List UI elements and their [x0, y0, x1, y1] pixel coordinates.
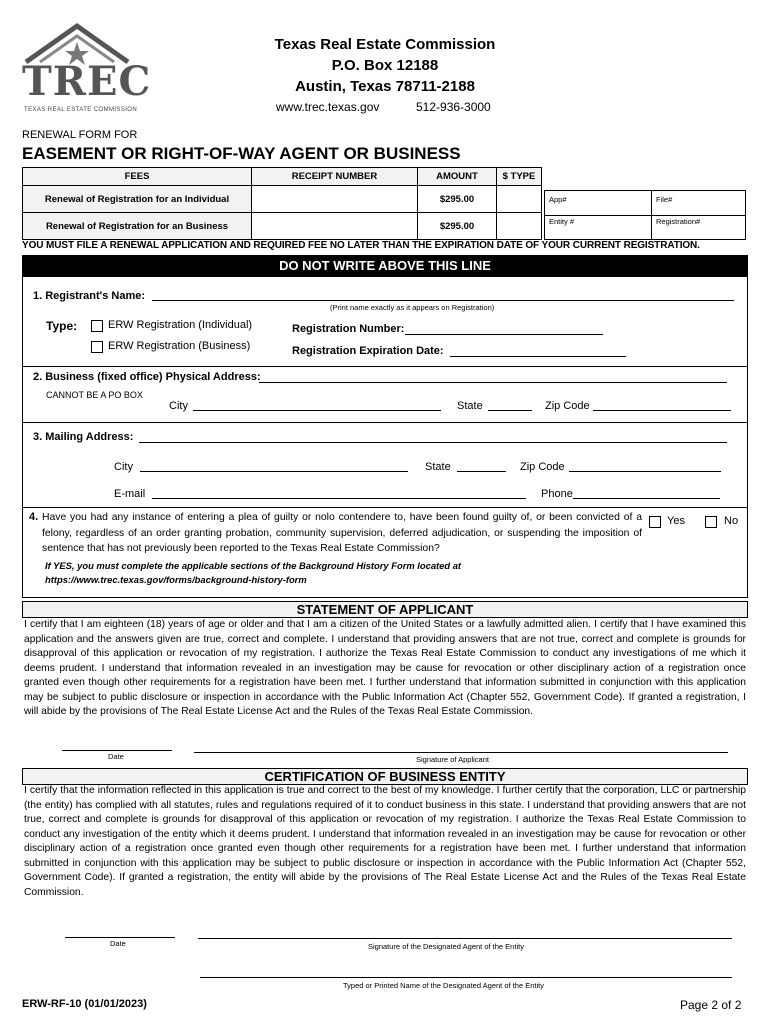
registration-number-label: Registration# — [656, 217, 701, 226]
po-box-note: CANNOT BE A PO BOX — [46, 390, 143, 400]
erw-business-checkbox[interactable] — [91, 341, 103, 353]
physical-city-input[interactable] — [193, 410, 441, 411]
amount-header: AMOUNT — [418, 168, 497, 186]
city-line: Austin, Texas 78711-2188 — [295, 78, 475, 95]
form-title: EASEMENT OR RIGHT-OF-WAY AGENT OR BUSINESS — [22, 144, 461, 163]
type-header: $ TYPE — [497, 168, 542, 186]
registrant-name-hint: (Print name exactly as it appears on Registration) — [330, 303, 495, 312]
physical-zip-label: Zip Code — [545, 400, 590, 412]
mailing-city-label: City — [114, 461, 133, 473]
po-box: P.O. Box 12188 — [331, 57, 439, 74]
entity-number-label: Entity # — [549, 217, 575, 226]
background-yes-checkbox[interactable] — [649, 516, 661, 528]
applicant-signature-input[interactable] — [194, 752, 728, 753]
physical-zip-input[interactable] — [593, 410, 731, 411]
registration-number-input[interactable] — [405, 334, 603, 335]
fee-label: Renewal of Registration for an Individual — [23, 186, 252, 213]
receipt-number-cell — [252, 186, 418, 213]
background-history-note: If YES, you must complete the applicable sections of the Background History Form located at — [45, 560, 462, 571]
background-no-checkbox[interactable] — [705, 516, 717, 528]
erw-business-label: ERW Registration (Business) — [108, 340, 251, 352]
email-input[interactable] — [152, 498, 526, 499]
registration-number-field-label: Registration Number: — [292, 323, 405, 335]
agent-signature-input[interactable] — [198, 938, 732, 939]
fees-table — [22, 167, 542, 240]
mailing-state-input[interactable] — [457, 471, 506, 472]
registration-expiration-input[interactable] — [450, 356, 626, 357]
agent-date-label: Date — [110, 939, 126, 948]
applicant-signature-label: Signature of Applicant — [416, 755, 489, 764]
erw-individual-checkbox[interactable] — [91, 320, 103, 332]
filing-notice: YOU MUST FILE A RENEWAL APPLICATION AND REQUIRED FEE NO LATER THAN THE EXPIRATION DATE OF YOUR CURRENT REGISTRATION. — [22, 240, 700, 251]
background-yes-label: Yes — [667, 515, 685, 527]
agent-typed-name-input[interactable] — [200, 977, 732, 978]
mailing-address-input[interactable] — [139, 442, 727, 443]
agent-typed-name-label: Typed or Printed Name of the Designated Agent of the Entity — [343, 981, 544, 990]
logo-wordmark: TREC — [22, 58, 152, 105]
mailing-zip-label: Zip Code — [520, 461, 565, 473]
mailing-address-label: 3. Mailing Address: — [33, 431, 134, 443]
table-row — [23, 186, 542, 213]
agent-date-input[interactable] — [65, 937, 175, 938]
receipt-number-cell — [252, 213, 418, 240]
fee-label: Renewal of Registration for an Business — [23, 213, 252, 240]
app-number-label: App# — [549, 195, 567, 204]
type-cell — [497, 213, 542, 240]
mailing-zip-input[interactable] — [569, 471, 721, 472]
certification-header: CERTIFICATION OF BUSINESS ENTITY — [22, 768, 748, 785]
mailing-phone-label: Phone — [541, 488, 573, 500]
logo-subtitle: TEXAS REAL ESTATE COMMISSION — [24, 107, 138, 113]
registrant-name-input[interactable] — [152, 300, 734, 301]
form-id: ERW-RF-10 (01/01/2023) — [22, 998, 147, 1010]
page-number: Page 2 of 2 — [680, 998, 742, 1012]
physical-state-input[interactable] — [488, 410, 532, 411]
physical-city-label: City — [169, 400, 188, 412]
statement-text: I certify that I am eighteen (18) years of age or older and that I am a citizen of the United States or a lawfully admitted alien. I certify that I have examined this application and the answers given are true, correct and complete. I understand that providing answers that are not true, correct and complete is grounds for disapproval of this application or revocation of my registration. I authorize the Texas Real Estate Commission to conduct any investigations of me which it deems prudent. I understand that information revealed in an investigation may be cause for revocation or other disciplinary action of a registration once granted even though other requirements for a registration have been met. I further understand that information submitted in conjunction with this application may be subject to public disclosure or inspection in accordance with the Public Information Act (Chapter 552, Government Code). If granted a registration, I will abide by the provisions of The Real Estate License Act and the Rules of the Texas Real Estate Commission. — [24, 619, 746, 717]
org-name: Texas Real Estate Commission — [274, 36, 496, 53]
question-4-number: 4. — [29, 511, 39, 523]
file-number-label: File# — [656, 195, 673, 204]
background-question: Have you had any instance of entering a plea of guilty or nolo contendere to, have been found guilty of, or been convicted of a felony, regardless of an order granting probation, community supervision, deferred adjudication, or suspending the imposition of sentence that has not previously been reported to the Texas Real Estate Commission? — [42, 512, 642, 554]
table-row — [23, 213, 542, 240]
physical-state-label: State — [457, 400, 483, 412]
certification-text: I certify that the information reflected in this application is true and correct to the best of my knowledge. I further certify that the corporation, LLC or partnership (the entity) has complied with all statutes, rules and regulations required of it to conduct business in this state. I understand that providing answers that are not true, correct and complete is grounds for disapproval of this application or revocation of my registration. I authorize the Texas Real Estate Commission to conduct any investigation of the entity which it deems prudent. I understand that information revealed in an investigation may be cause for revocation or other disciplinary action of a registration once granted even though other requirements for a registration have been met. I further understand that information submitted in conjunction with this application may be subject to public disclosure or inspection in accordance with the Public Information Act (Chapter 552, Government Code). If granted a registration, the entity will abide by the provisions of The Real Estate License Act and the Rules of the Texas Real Estate Commission. — [24, 785, 746, 898]
physical-address-input[interactable] — [259, 382, 727, 383]
website: www.trec.texas.gov — [276, 100, 380, 114]
registrant-name-label: 1. Registrant's Name: — [33, 290, 146, 302]
fees-header: FEES — [23, 168, 252, 186]
fee-amount: $295.00 — [418, 213, 497, 240]
agent-signature-label: Signature of the Designated Agent of the Entity — [368, 942, 524, 951]
phone: 512-936-3000 — [416, 100, 491, 114]
email-label: E-mail — [114, 488, 146, 500]
erw-individual-label: ERW Registration (Individual) — [108, 319, 253, 331]
mailing-city-input[interactable] — [140, 471, 408, 472]
mailing-state-label: State — [425, 461, 451, 473]
receipt-header: RECEIPT NUMBER — [252, 168, 418, 186]
type-label: Type: — [46, 319, 78, 333]
physical-address-label: 2. Business (fixed office) Physical Address: — [33, 371, 261, 383]
form-subtitle: RENEWAL FORM FOR — [22, 129, 138, 141]
background-history-link[interactable]: https://www.trec.texas.gov/forms/background-history-form — [45, 574, 307, 585]
mailing-phone-input[interactable] — [573, 498, 720, 499]
applicant-date-label: Date — [108, 752, 124, 761]
do-not-write-banner: DO NOT WRITE ABOVE THIS LINE — [22, 255, 748, 277]
applicant-date-input[interactable] — [62, 750, 172, 751]
statement-header: STATEMENT OF APPLICANT — [22, 601, 748, 618]
type-cell — [497, 186, 542, 213]
background-no-label: No — [724, 515, 739, 527]
office-use-box — [544, 190, 746, 240]
registration-expiration-label: Registration Expiration Date: — [292, 345, 444, 357]
fee-amount: $295.00 — [418, 186, 497, 213]
